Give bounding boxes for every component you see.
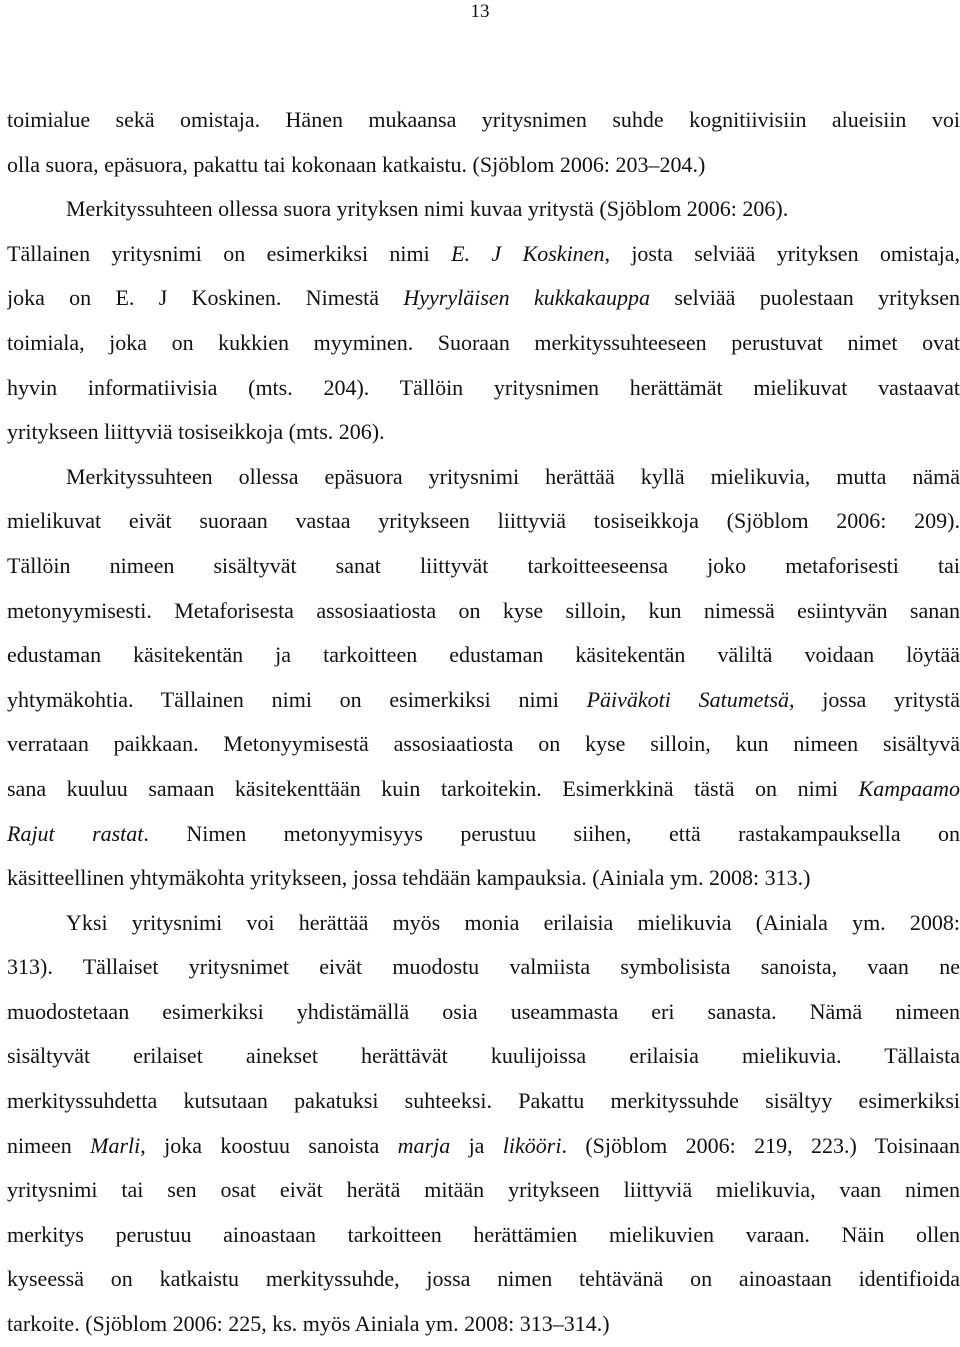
text-run: käsitteellinen yhtymäkohta yritykseen, jossa tehdään kampauksia. (Ainiala ym. 2008: 313.) — [7, 865, 811, 891]
italic-text: Päiväkoti Satumetsä — [586, 686, 790, 712]
text-line — [7, 1124, 960, 1169]
text-line — [7, 499, 960, 544]
text-line — [7, 187, 960, 232]
text-run: tarkoite. (Sjöblom 2006: 225, ks. myös Ainiala ym. 2008: 313–314.) — [7, 1311, 610, 1337]
text-run: verrataan paikkaan. Metonyymisestä assosiaatiosta on kyse silloin, kun nimeen sisältyvä — [7, 731, 960, 757]
italic-text: Hyyryläisen kukkakauppa — [403, 285, 651, 311]
italic-text: Marli — [90, 1132, 141, 1158]
text-line — [7, 410, 960, 455]
text-line — [7, 544, 960, 589]
text-line — [7, 812, 960, 857]
text-line — [7, 945, 960, 990]
text-run: , jossa yritystä — [789, 686, 960, 712]
text-run: olla suora, epäsuora, pakattu tai kokonaan katkaistu. (Sjöblom 2006: 203–204.) — [7, 151, 706, 177]
text-run: . (Sjöblom 2006: 219, 223.) Toisinaan — [561, 1132, 960, 1158]
text-run: toimialue sekä omistaja. Hänen mukaansa yritysnimen suhde kognitiivisiin alueisiin voi — [7, 107, 960, 132]
text-run: , joka koostuu sanoista — [140, 1132, 398, 1158]
text-run: merkitys perustuu ainoastaan tarkoitteen herättämien mielikuvien varaan. Näin ollen — [7, 1221, 960, 1247]
text-line — [7, 633, 960, 678]
text-run: . Nimen metonyymisyys perustuu siihen, että rastakampauksella on — [143, 820, 960, 846]
text-line — [7, 1213, 960, 1258]
text-run: selviää puolestaan yrityksen — [650, 285, 960, 311]
text-line — [7, 276, 960, 321]
italic-text: likööri — [502, 1132, 562, 1158]
text-run: kyseessä on katkaistu merkityssuhde, jossa nimen tehtävänä on ainoastaan identifioida — [7, 1266, 960, 1292]
text-line — [7, 98, 960, 143]
text-line — [7, 678, 960, 723]
text-run: sana kuuluu samaan käsitekenttään kuin tarkoitekin. Esimerkkinä tästä on nimi — [7, 775, 859, 801]
text-line — [7, 232, 960, 277]
text-run: joka on E. J Koskinen. Nimestä — [7, 285, 404, 311]
text-line — [7, 321, 960, 366]
text-line — [7, 1257, 960, 1302]
text-run: edustaman käsitekentän ja tarkoitteen edustaman käsitekentän väliltä voidaan löytää — [7, 642, 960, 668]
text-line — [7, 143, 960, 188]
text-run: Merkityssuhteen ollessa epäsuora yritysnimi herättää kyllä mielikuvia, mutta nämä — [66, 463, 960, 489]
text-line — [7, 901, 960, 946]
page-number: 13 — [470, 1, 490, 22]
text-run: metonyymisesti. Metaforisesta assosiaatiosta on kyse silloin, kun nimessä esiintyvän sanan — [7, 597, 960, 623]
text-line — [7, 1079, 960, 1124]
italic-text: E. J Koskinen — [451, 240, 605, 266]
text-run: , josta selviää yrityksen omistaja, — [604, 240, 960, 266]
text-run: mielikuvat eivät suoraan vastaa yritykseen liittyviä tosiseikkoja (Sjöblom 2006: 209). — [7, 508, 960, 534]
text-run: merkityssuhdetta kutsutaan pakatuksi suhteeksi. Pakattu merkityssuhde sisältyy esimerkiksi — [7, 1088, 960, 1114]
text-run: sisältyvät erilaiset ainekset herättävät kuulijoissa erilaisia mielikuvia. Tällaista — [7, 1043, 960, 1069]
text-run: ja — [450, 1132, 503, 1158]
text-run: nimeen — [7, 1132, 91, 1158]
text-line — [7, 366, 960, 411]
text-line — [7, 589, 960, 634]
text-run: hyvin informatiivisia (mts. 204). Tällöin yritysnimen herättämät mielikuvat vastaavat — [7, 374, 960, 400]
text-run: Tällainen yritysnimi on esimerkiksi nimi — [7, 240, 452, 266]
text-run: Merkityssuhteen ollessa suora yrityksen nimi kuvaa yritystä (Sjöblom 2006: 206). — [66, 196, 789, 222]
text-run: Yksi yritysnimi voi herättää myös monia erilaisia mielikuvia (Ainiala ym. 2008: — [66, 909, 960, 935]
text-line — [7, 1302, 960, 1347]
text-line — [7, 767, 960, 812]
italic-text: marja — [397, 1132, 451, 1158]
text-run: yhtymäkohtia. Tällainen nimi on esimerkiksi nimi — [7, 686, 587, 712]
text-line — [7, 1034, 960, 1079]
text-run: yritysnimi tai sen osat eivät herätä mitään yritykseen liittyviä mielikuvia, vaan nimen — [7, 1177, 960, 1203]
text-line — [7, 455, 960, 500]
text-line — [7, 1168, 960, 1213]
body-text — [7, 98, 960, 1347]
italic-text: Rajut rastat — [7, 820, 144, 846]
text-run: toimiala, joka on kukkien myyminen. Suoraan merkityssuhteeseen perustuvat nimet ovat — [7, 329, 960, 355]
italic-text: Kampaamo — [858, 775, 960, 801]
text-line — [7, 990, 960, 1035]
text-line — [7, 722, 960, 767]
text-run: Tällöin nimeen sisältyvät sanat liittyvät tarkoitteeseensa joko metaforisesti tai — [7, 552, 960, 578]
text-line — [7, 856, 960, 901]
text-run: yritykseen liittyviä tosiseikkoja (mts. 206). — [7, 419, 385, 445]
text-run: 313). Tällaiset yritysnimet eivät muodostu valmiista symbolisista sanoista, vaan ne — [7, 954, 960, 980]
text-run: muodostetaan esimerkiksi yhdistämällä osia useammasta eri sanasta. Nämä nimeen — [7, 998, 960, 1024]
